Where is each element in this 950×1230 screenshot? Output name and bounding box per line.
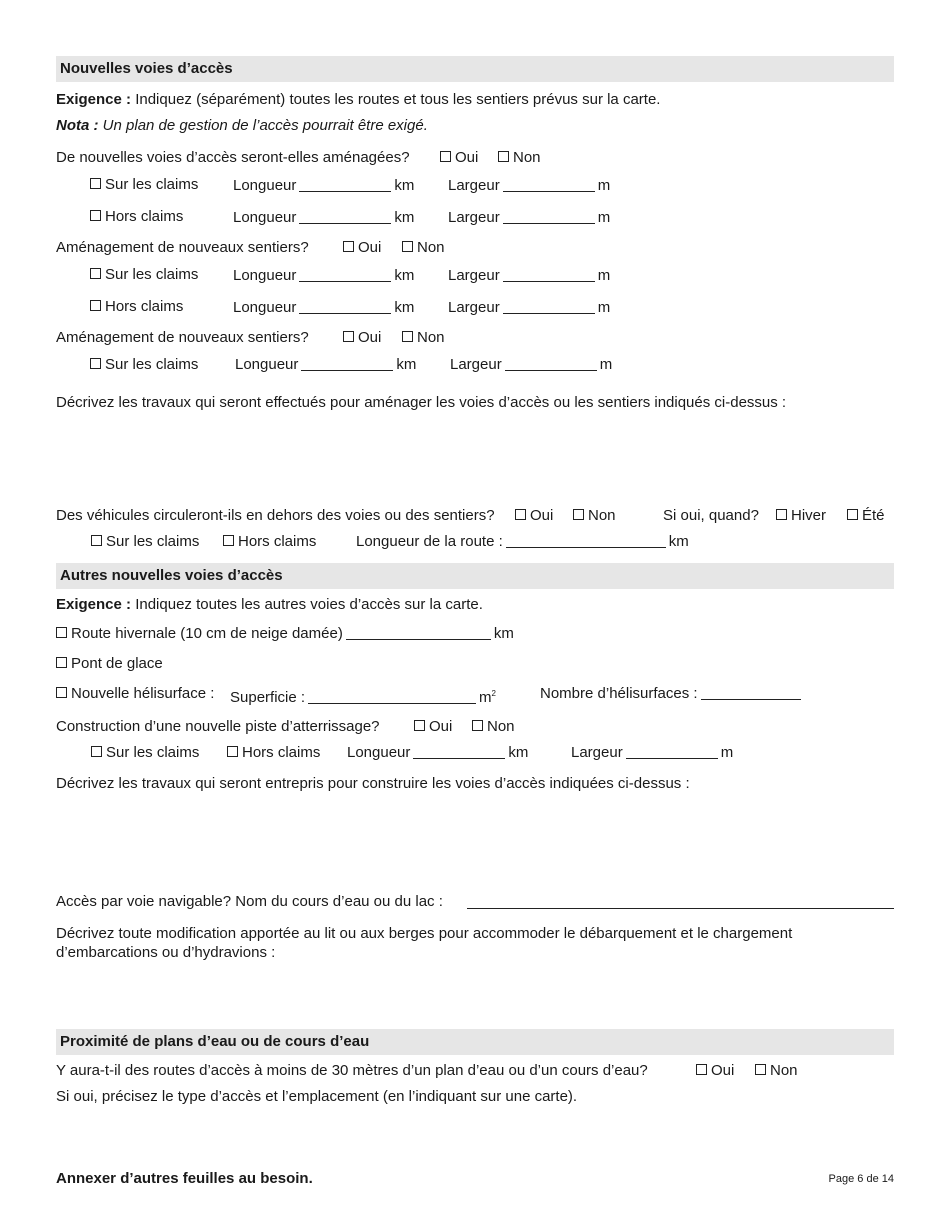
- new-trails-question: Aménagement de nouveaux sentiers?: [56, 239, 309, 256]
- checkbox[interactable]: [402, 241, 413, 252]
- helipad-count-field[interactable]: [701, 686, 801, 700]
- checkbox[interactable]: [90, 178, 101, 189]
- oui-label: Oui: [455, 149, 479, 166]
- longueur-field[interactable]: [299, 210, 391, 224]
- vehicles-when: Si oui, quand?: [663, 507, 759, 524]
- checkbox[interactable]: [498, 151, 509, 162]
- vehicles-hors-claims[interactable]: Hors claims: [223, 533, 316, 551]
- checkbox[interactable]: [414, 720, 425, 731]
- checkbox[interactable]: [573, 509, 584, 520]
- requirement-text: Indiquez (séparément) toutes les routes et tous les sentiers prévus sur la carte.: [135, 91, 661, 108]
- vehicles-oui[interactable]: Oui: [515, 507, 553, 525]
- vehicles-ete[interactable]: Été: [847, 507, 885, 525]
- largeur-field[interactable]: [503, 178, 595, 192]
- checkbox[interactable]: [472, 720, 483, 731]
- page-number: Page 6 de 14: [828, 1173, 894, 1185]
- airstrip-non[interactable]: Non: [472, 718, 515, 736]
- describe-access-works: Décrivez les travaux qui seront effectués pour aménager les voies d’accès ou les sentiers indiqués ci-dessus :: [56, 394, 787, 411]
- checkbox[interactable]: [696, 1064, 707, 1075]
- airstrip-sur-claims[interactable]: Sur les claims: [91, 744, 199, 762]
- longueur-field[interactable]: [299, 178, 391, 192]
- largeur-field[interactable]: [503, 268, 595, 282]
- section-header-water-proximity: Proximité de plans d’eau ou de cours d’eau: [56, 1029, 894, 1055]
- ice-bridge[interactable]: Pont de glace: [56, 655, 163, 673]
- new-trails-non[interactable]: Non: [402, 239, 445, 257]
- trails-hors-longueur: Longueur km: [233, 299, 415, 316]
- section-header-other-access: Autres nouvelles voies d’accès: [56, 563, 894, 589]
- checkbox[interactable]: [343, 241, 354, 252]
- describe-other-access: Décrivez les travaux qui seront entrepris pour construire les voies d’accès indiquées ci-dessus :: [56, 775, 690, 792]
- checkbox[interactable]: [90, 210, 101, 221]
- trails-sur-largeur: Largeur m: [448, 267, 611, 284]
- largeur-field[interactable]: [626, 745, 718, 759]
- trails2-sur-longueur: Longueur km: [235, 356, 417, 373]
- trails-hors-claims[interactable]: Hors claims: [90, 298, 183, 316]
- airstrip-hors-claims[interactable]: Hors claims: [227, 744, 320, 762]
- new-roads-oui[interactable]: [440, 149, 478, 167]
- airstrip-oui[interactable]: Oui: [414, 718, 452, 736]
- sur-label: Sur les claims: [105, 176, 199, 193]
- note-text: Un plan de gestion de l’accès pourrait être exigé.: [102, 117, 428, 134]
- requirement-label: Exigence :: [56, 91, 132, 108]
- checkbox[interactable]: [402, 331, 413, 342]
- checkbox[interactable]: [776, 509, 787, 520]
- water-if-yes: Si oui, précisez le type d’accès et l’emplacement (en l’indiquant sur une carte).: [56, 1088, 578, 1105]
- checkbox[interactable]: [227, 746, 238, 757]
- largeur-field[interactable]: [505, 357, 597, 371]
- new-trails-2-oui[interactable]: Oui: [343, 329, 381, 347]
- checkbox[interactable]: [56, 687, 67, 698]
- superficie-field[interactable]: [308, 690, 476, 704]
- trails2-sur-claims[interactable]: Sur les claims: [90, 356, 198, 374]
- waterway-question: Accès par voie navigable? Nom du cours d’eau ou du lac :: [56, 893, 443, 910]
- checkbox[interactable]: [90, 300, 101, 311]
- roads-sur-largeur: Largeur m: [448, 177, 611, 194]
- checkbox[interactable]: [91, 746, 102, 757]
- water-non[interactable]: Non: [755, 1062, 798, 1080]
- checkbox[interactable]: [56, 657, 67, 668]
- longueur-field[interactable]: [299, 300, 391, 314]
- waterway-field[interactable]: [467, 908, 894, 909]
- winter-road-field[interactable]: [346, 626, 491, 640]
- longueur-field[interactable]: [413, 745, 505, 759]
- vehicles-hiver[interactable]: Hiver: [776, 507, 826, 525]
- roads-hors-largeur: Largeur m: [448, 209, 611, 226]
- roads-hors-longueur: Longueur km: [233, 209, 415, 226]
- water-proximity-question: Y aura-t-il des routes d’accès à moins de 30 mètres d’un plan d’eau ou d’un cours d’eau?: [56, 1062, 648, 1079]
- trails-hors-largeur: Largeur m: [448, 299, 611, 316]
- new-trails-question-2: Aménagement de nouveaux sentiers?: [56, 329, 309, 346]
- modification-line-2: d’embarcations ou d’hydravions :: [56, 944, 276, 961]
- airstrip-question: Construction d’une nouvelle piste d’atterrissage?: [56, 718, 380, 735]
- checkbox[interactable]: [91, 535, 102, 546]
- longueur-field[interactable]: [299, 268, 391, 282]
- non-label: Non: [513, 149, 541, 166]
- new-trails-oui[interactable]: Oui: [343, 239, 381, 257]
- new-helipad[interactable]: Nouvelle hélisurface :: [56, 685, 214, 703]
- airstrip-longueur: Longueur km: [347, 744, 529, 761]
- longueur-field[interactable]: [301, 357, 393, 371]
- trails2-sur-largeur: Largeur m: [450, 356, 613, 373]
- helipad-count: Nombre d’hélisurfaces :: [540, 685, 804, 703]
- roads-sur-longueur: Longueur km: [233, 177, 415, 194]
- annex-note: Annexer d’autres feuilles au besoin.: [56, 1170, 313, 1187]
- largeur-field[interactable]: [503, 300, 595, 314]
- checkbox[interactable]: [223, 535, 234, 546]
- checkbox[interactable]: [90, 358, 101, 369]
- new-roads-non[interactable]: [498, 149, 541, 167]
- vehicles-sur-claims[interactable]: Sur les claims: [91, 533, 199, 551]
- winter-road[interactable]: Route hivernale (10 cm de neige damée) km: [56, 625, 514, 643]
- section-header-new-access: Nouvelles voies d’accès: [56, 56, 894, 82]
- checkbox[interactable]: [343, 331, 354, 342]
- note-line: [56, 117, 428, 135]
- checkbox[interactable]: [847, 509, 858, 520]
- hors-label: Hors claims: [105, 208, 184, 225]
- route-length-field[interactable]: [506, 534, 666, 548]
- airstrip-largeur: Largeur m: [571, 744, 734, 761]
- trails-sur-longueur: Longueur km: [233, 267, 415, 284]
- new-trails-2-non[interactable]: Non: [402, 329, 445, 347]
- water-oui[interactable]: Oui: [696, 1062, 734, 1080]
- roads-sur-claims[interactable]: [90, 176, 198, 194]
- checkbox[interactable]: [56, 627, 67, 638]
- checkbox[interactable]: [755, 1064, 766, 1075]
- trails-sur-claims[interactable]: Sur les claims: [90, 266, 198, 284]
- checkbox[interactable]: [90, 268, 101, 279]
- note-label: Nota :: [56, 117, 99, 134]
- new-roads-question: De nouvelles voies d’accès seront-elles aménagées?: [56, 149, 410, 166]
- requirement-line: [56, 91, 660, 109]
- largeur-field[interactable]: [503, 210, 595, 224]
- vehicles-non[interactable]: Non: [573, 507, 616, 525]
- modification-line-1: Décrivez toute modification apportée au lit ou aux berges pour accommoder le débarquement et le chargement: [56, 925, 793, 942]
- checkbox[interactable]: [440, 151, 451, 162]
- checkbox[interactable]: [515, 509, 526, 520]
- requirement-line-2: Exigence : Indiquez toutes les autres voies d’accès sur la carte.: [56, 596, 483, 613]
- vehicles-route-length: Longueur de la route : km: [356, 533, 689, 550]
- vehicles-question: Des véhicules circuleront-ils en dehors des voies ou des sentiers?: [56, 507, 495, 524]
- roads-hors-claims[interactable]: [90, 208, 183, 226]
- helipad-superficie: Superficie : $m^2$: [230, 689, 496, 706]
